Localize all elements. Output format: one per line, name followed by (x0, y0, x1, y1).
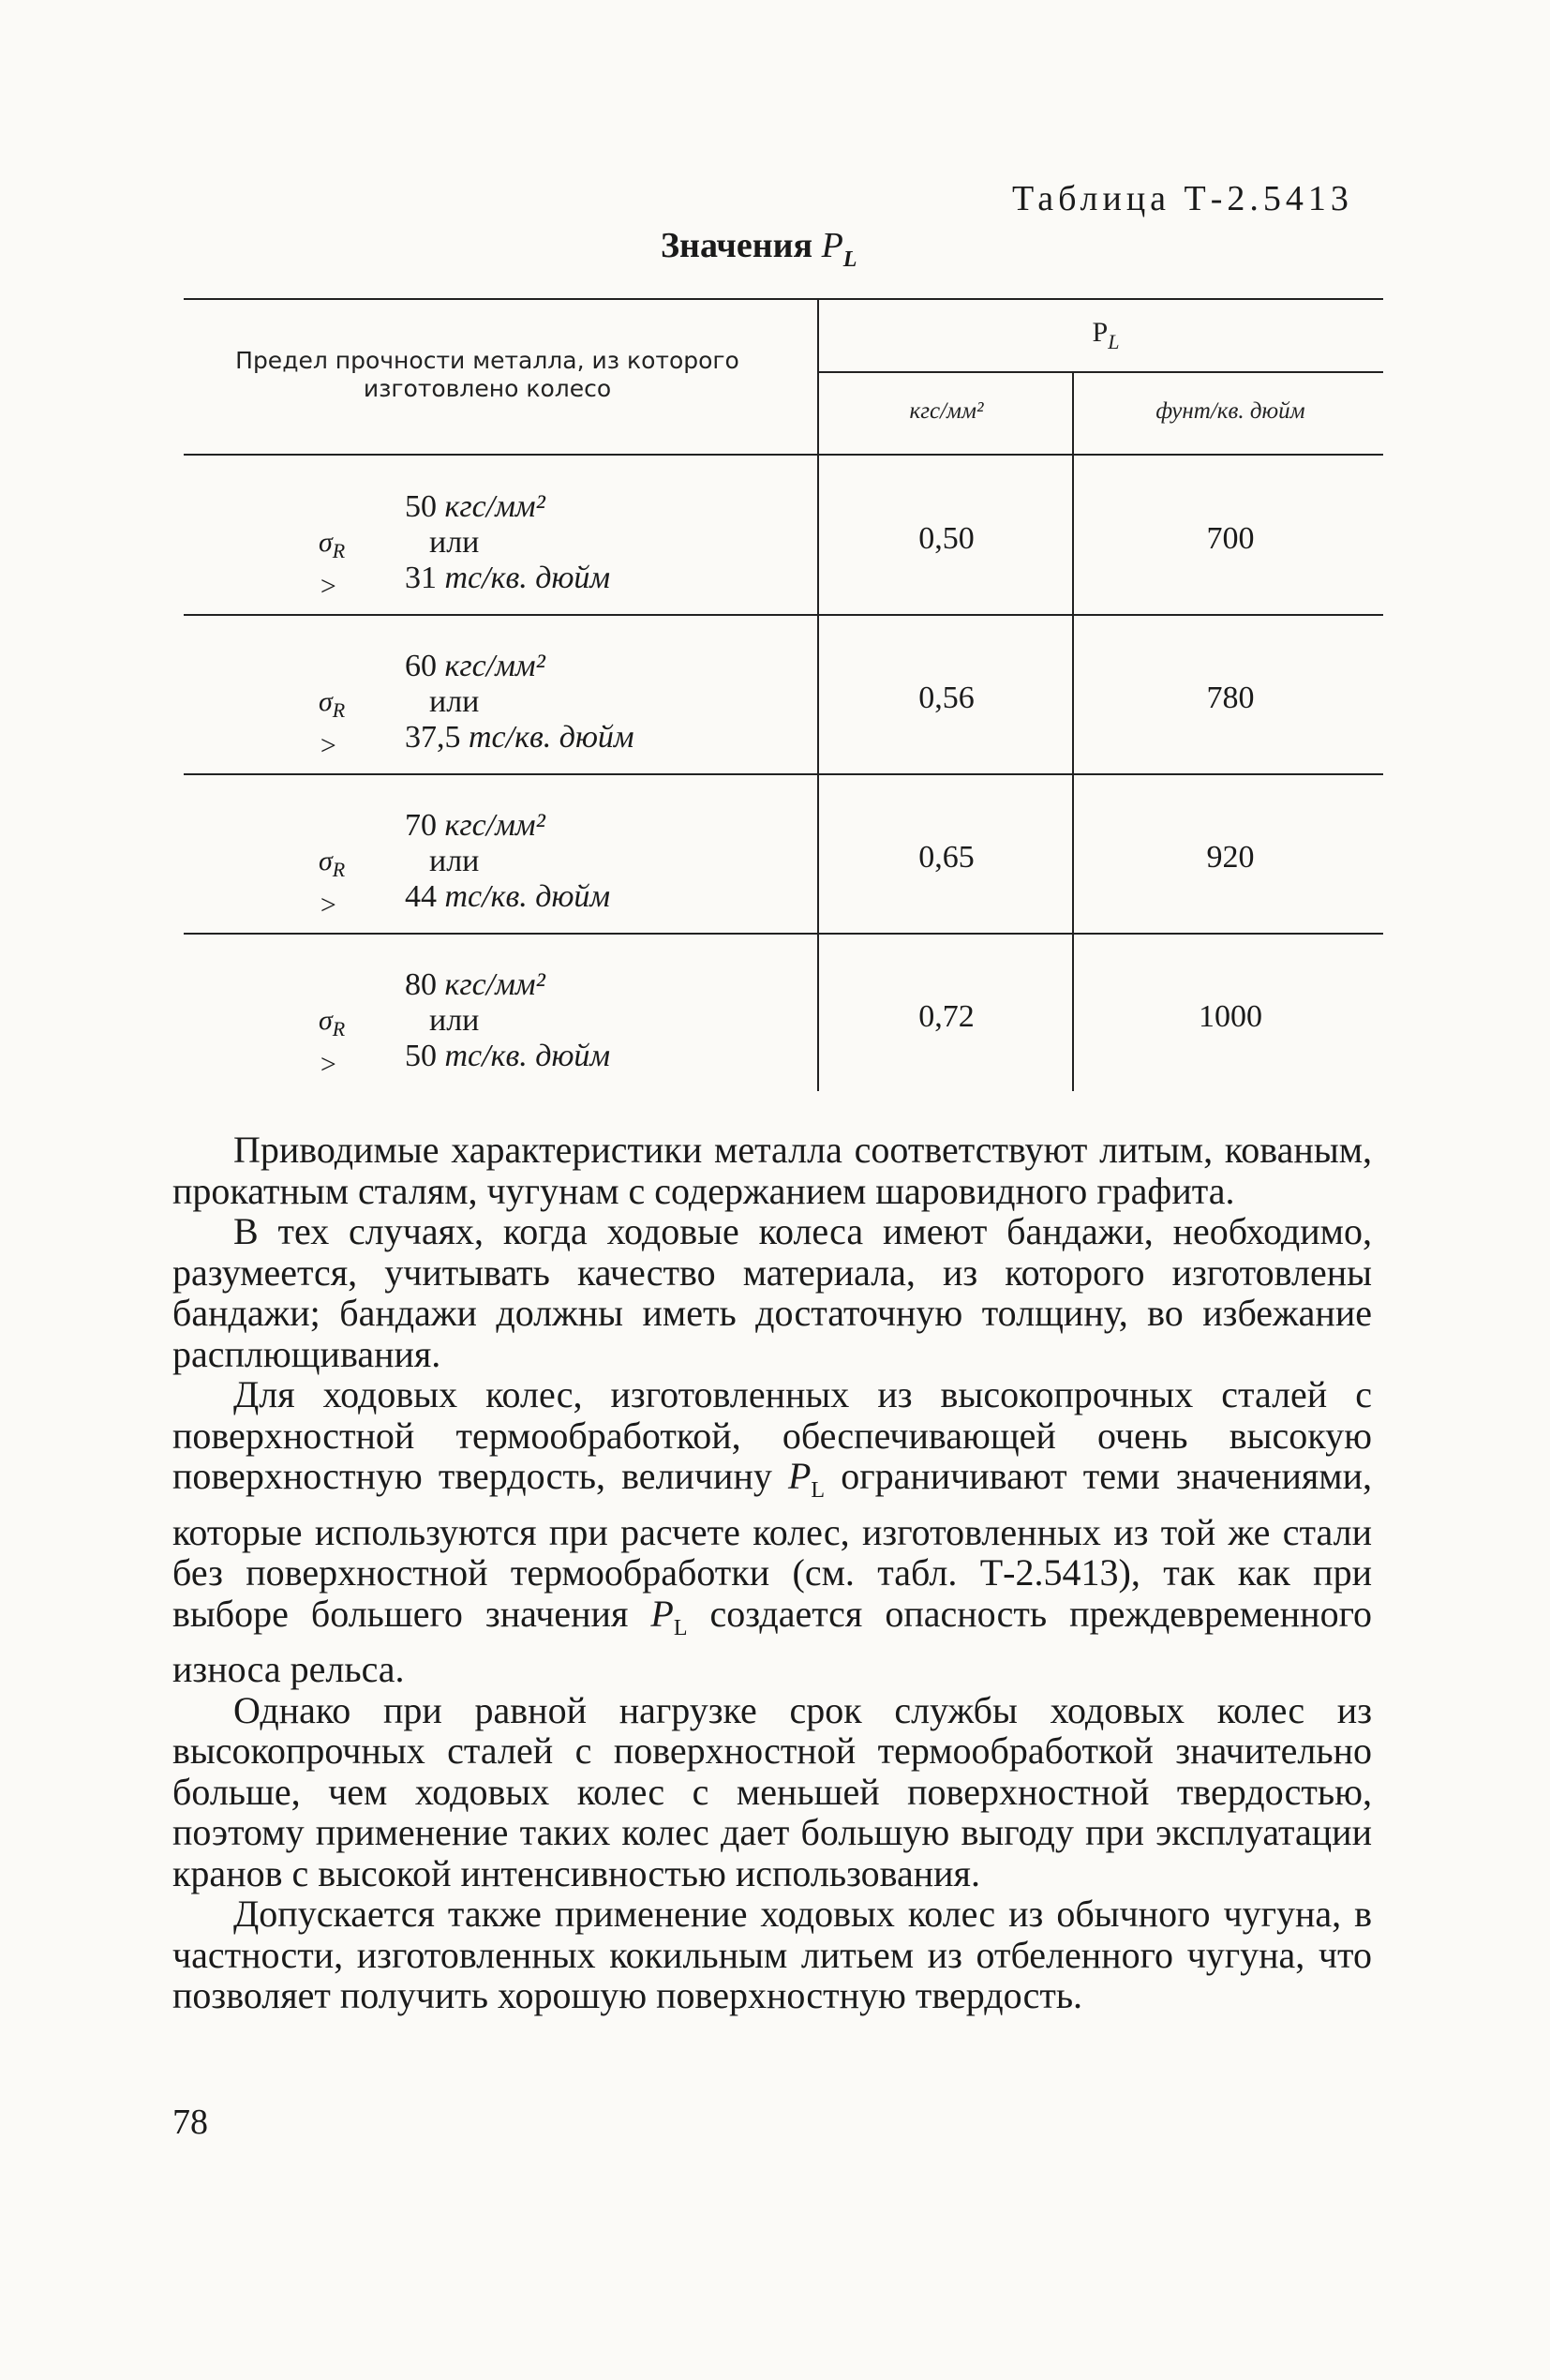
kgf-value (405, 649, 545, 684)
table-title-subscript: L (842, 247, 857, 272)
pl-symbol: P (650, 1592, 674, 1635)
pl-kgf-cell: 0,50 (918, 521, 975, 556)
paragraph (172, 1374, 1372, 1690)
paragraph: Допускается также применение ходовых колес из обычного чугуна, в частности, изготовленных кокильным литьем из отбеленного чугуна, что позволяет получить хорошую поверхностную твердость. (172, 1893, 1372, 2016)
ts-unit: тс/кв. дюйм (444, 1039, 611, 1073)
table-header-unit-lb: фунт/кв. дюйм (1155, 398, 1305, 424)
or-word: или (429, 1003, 480, 1038)
paragraph-text: ограничивают теми значениями, которые используются при расчете колес, изготовленных из той же стали без поверхностной термообработки (см. табл. Т-2.5413), так как при выборе большего значения (172, 1455, 1373, 1635)
table-top-rule (184, 298, 1383, 300)
gt-sign: > (319, 890, 338, 921)
paragraph: Приводимые характеристики металла соответствуют литым, кованым, прокатным сталям, чугунам с содержанием шаровидного графита. (172, 1129, 1372, 1212)
table-row-divider (184, 773, 1383, 775)
table-header-strength: Предел прочности металла, из которого изготовлено колесо (235, 347, 739, 402)
table-title-symbol: P (821, 226, 843, 265)
ts-value-number: 50 (405, 1039, 437, 1073)
paragraph-text: создается опасность преждевременного износа рельса. (172, 1592, 1372, 1690)
or-word: или (429, 684, 480, 719)
pl-symbol: P (787, 1455, 812, 1497)
kgf-value (405, 808, 545, 844)
kgf-value (405, 967, 545, 1003)
sigma-symbol-letter: σ (319, 527, 333, 558)
sigma-subscript: R (332, 698, 346, 722)
pl-lb-cell: 920 (1206, 840, 1255, 875)
or-word: или (429, 525, 480, 560)
table-column-divider (1072, 373, 1074, 1091)
page-number: 78 (172, 2103, 208, 2142)
pl-lb-cell: 700 (1206, 521, 1255, 556)
or-word: или (429, 844, 480, 878)
pl-subscript: L (673, 1615, 688, 1640)
gt-sign: > (319, 1049, 338, 1080)
ts-unit: тс/кв. дюйм (469, 720, 634, 755)
kgf-value-number: 80 (405, 967, 437, 1002)
pl-lb-cell: 1000 (1199, 999, 1262, 1034)
pl-lb-cell: 780 (1206, 681, 1255, 715)
kgf-value (405, 489, 545, 525)
table-header-pl (1068, 317, 1143, 353)
sigma-subscript: R (332, 539, 346, 562)
table-header-rule (184, 454, 1383, 456)
ts-value (405, 879, 610, 915)
body-text (172, 1130, 1372, 2016)
ts-unit: тс/кв. дюйм (444, 879, 611, 914)
kgf-unit: кгс/мм² (444, 808, 545, 843)
paragraph: В тех случаях, когда ходовые колеса имеют бандажи, необходимо, разумеется, учитывать качество материала, из которого изготовлены бандажи; бандажи должны иметь достаточную толщину, во избежание расплющивания. (172, 1210, 1372, 1375)
pl-kgf-cell: 0,56 (918, 681, 975, 715)
ts-unit: тс/кв. дюйм (444, 561, 611, 595)
sigma-symbol-letter: σ (319, 1005, 333, 1036)
sigma-symbol (319, 525, 345, 605)
pl-kgf-cell: 0,72 (918, 999, 975, 1034)
pl-subscript: L (811, 1478, 826, 1503)
table-title (661, 225, 857, 272)
ts-value (405, 720, 634, 756)
table-title-prefix: Значения (661, 226, 813, 265)
ts-value (405, 1039, 610, 1074)
kgf-unit: кгс/мм² (444, 967, 545, 1002)
pl-kgf-cell: 0,65 (918, 840, 975, 875)
paragraph: Однако при равной нагрузке срок службы ходовых колес из высокопрочных сталей с поверхностной термообработкой значительно больше, чем ходовых колес с меньшей поверхностной твердостью, поэтому применение таких колес дает большую выгоду при эксплуатации кранов с высокой интенсивностью использования. (172, 1688, 1372, 1894)
sigma-subscript: R (332, 858, 346, 881)
table-subheader-rule (819, 371, 1383, 373)
ts-value-number: 37,5 (405, 720, 461, 755)
kgf-value-number: 50 (405, 489, 437, 524)
kgf-value-number: 60 (405, 649, 437, 683)
sigma-symbol (319, 1003, 345, 1083)
kgf-unit: кгс/мм² (444, 489, 545, 524)
sigma-subscript: R (332, 1017, 346, 1040)
sigma-symbol (319, 844, 345, 923)
table-row-divider (184, 614, 1383, 616)
table-row-divider (184, 933, 1383, 935)
sigma-symbol-letter: σ (319, 846, 333, 876)
sigma-symbol (319, 684, 345, 764)
table-header-unit-kgf: кгс/мм² (909, 398, 984, 424)
sigma-symbol-letter: σ (319, 686, 333, 717)
table-label: Таблица Т-2.5413 (1012, 179, 1353, 218)
ts-value (405, 561, 610, 596)
paragraph-text: Для ходовых колес, изготовленных из высокопрочных сталей с поверхностной термообработкой, обеспечивающей очень высокую поверхностную твердость, величину (172, 1373, 1372, 1497)
gt-sign: > (319, 571, 338, 602)
ts-value-number: 31 (405, 561, 437, 595)
table-header-pl-subscript: L (1108, 330, 1120, 353)
kgf-value-number: 70 (405, 808, 437, 843)
kgf-unit: кгс/мм² (444, 649, 545, 683)
table-header-pl-symbol: P (1092, 317, 1109, 348)
gt-sign: > (319, 730, 338, 761)
table-column-divider (817, 300, 819, 1091)
ts-value-number: 44 (405, 879, 437, 914)
